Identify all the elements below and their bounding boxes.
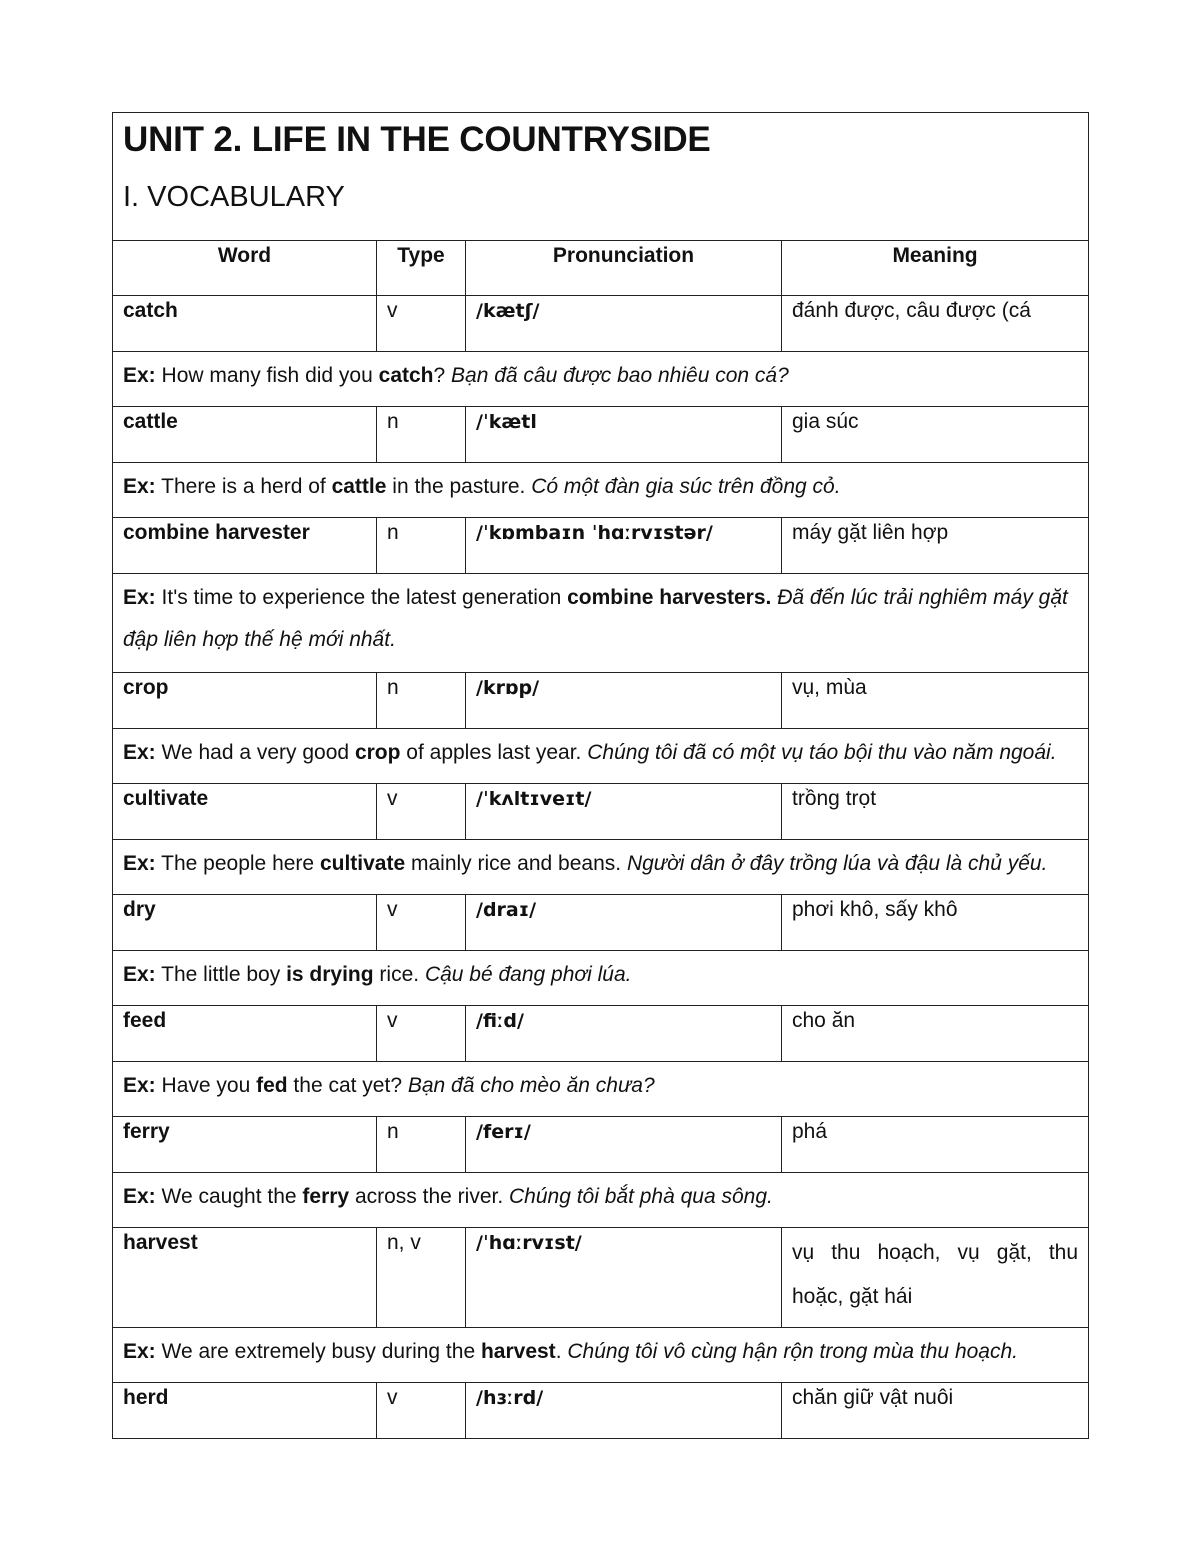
pronunciation-cell: /ˈkʌltɪveɪt/ <box>466 784 782 840</box>
example-cell <box>113 729 1089 784</box>
table-row <box>113 784 1089 840</box>
example-text: There is a herd of <box>161 475 332 498</box>
meaning-cell: cho ăn <box>782 1006 1089 1062</box>
type-cell: n <box>377 673 466 729</box>
table-row <box>113 518 1089 574</box>
example-keyword: cattle <box>331 475 387 498</box>
pronunciation-cell: /hɜːrd/ <box>466 1383 782 1439</box>
example-text: Have you <box>161 1074 257 1097</box>
example-translation: Chúng tôi đã có một vụ táo bội thu vào năm ngoái. <box>587 741 1057 764</box>
example-label: Ex: <box>123 475 156 498</box>
table-row <box>113 1228 1089 1328</box>
pronunciation-cell: /krɒp/ <box>466 673 782 729</box>
example-row <box>113 1173 1089 1228</box>
example-row <box>113 729 1089 784</box>
example-cell <box>113 1328 1089 1383</box>
meaning-cell: gia súc <box>782 407 1089 463</box>
pronunciation-cell: /kætʃ/ <box>466 296 782 352</box>
example-cell <box>113 951 1089 1006</box>
example-row <box>113 352 1089 407</box>
meaning-cell: vụ, mùa <box>782 673 1089 729</box>
example-label: Ex: <box>123 1340 156 1363</box>
example-text: The people here <box>161 852 320 875</box>
example-label: Ex: <box>123 852 156 875</box>
example-text-end: ? <box>433 364 452 387</box>
example-text-end: in the pasture. <box>386 475 532 498</box>
example-translation: Cậu bé đang phơi lúa. <box>424 963 632 986</box>
example-translation: Người dân ở đây trồng lúa và đậu là chủ yếu. <box>626 852 1048 875</box>
title-row <box>113 113 1089 241</box>
example-row <box>113 951 1089 1006</box>
header-pronunciation: Pronunciation <box>466 241 782 296</box>
section-title: I. VOCABULARY <box>123 181 345 213</box>
example-cell <box>113 574 1089 673</box>
type-cell: n, v <box>377 1228 466 1328</box>
pronunciation-cell: /fiːd/ <box>466 1006 782 1062</box>
example-cell <box>113 1062 1089 1117</box>
pronunciation-cell: /ˈhɑːrvɪst/ <box>466 1228 782 1328</box>
meaning-cell: phơi khô, sấy khô <box>782 895 1089 951</box>
example-translation: Chúng tôi vô cùng hận rộn trong mùa thu hoạch. <box>567 1340 1018 1363</box>
example-cell <box>113 463 1089 518</box>
example-translation: Có một đàn gia súc trên đồng cỏ. <box>531 475 841 498</box>
table-row <box>113 1117 1089 1173</box>
example-text-end: rice. <box>373 963 425 986</box>
table-row <box>113 1383 1089 1439</box>
meaning-cell: phá <box>782 1117 1089 1173</box>
example-text-end: mainly rice and beans. <box>405 852 627 875</box>
example-text-end: the cat yet? <box>287 1074 408 1097</box>
type-cell: v <box>377 895 466 951</box>
table-row <box>113 1006 1089 1062</box>
example-translation: Bạn đã câu được bao nhiêu con cá? <box>451 364 789 387</box>
example-row <box>113 574 1089 673</box>
table-row <box>113 407 1089 463</box>
example-text-end: across the river. <box>349 1185 509 1208</box>
meaning-cell: trồng trọt <box>782 784 1089 840</box>
type-cell: v <box>377 1006 466 1062</box>
example-text-end: . <box>555 1340 568 1363</box>
example-row <box>113 463 1089 518</box>
word-cell: dry <box>113 895 377 951</box>
word-cell: feed <box>113 1006 377 1062</box>
example-text: We had a very good <box>161 741 355 764</box>
example-label: Ex: <box>123 586 156 609</box>
example-label: Ex: <box>123 364 156 387</box>
example-label: Ex: <box>123 963 156 986</box>
word-cell: ferry <box>113 1117 377 1173</box>
example-translation: Đã đến lúc trải nghiêm máy gặt đập liên hợp thế hệ mới nhất. <box>123 586 1068 651</box>
example-keyword: catch <box>378 364 434 387</box>
type-cell: n <box>377 1117 466 1173</box>
example-keyword: is drying <box>286 963 374 986</box>
meaning-cell <box>782 1228 1089 1328</box>
meaning-cell: chăn giữ vật nuôi <box>782 1383 1089 1439</box>
type-cell: n <box>377 518 466 574</box>
example-keyword: cultivate <box>319 852 406 875</box>
pronunciation-cell: /ˈkætl <box>466 407 782 463</box>
type-cell: v <box>377 1383 466 1439</box>
example-text: We are extremely busy during the <box>161 1340 481 1363</box>
meaning-cell: đánh được, câu được (cá <box>782 296 1089 352</box>
pronunciation-cell: /ferɪ/ <box>466 1117 782 1173</box>
header-meaning: Meaning <box>782 241 1089 296</box>
word-cell: herd <box>113 1383 377 1439</box>
table-row <box>113 673 1089 729</box>
word-cell: combine harvester <box>113 518 377 574</box>
header-row <box>113 241 1089 296</box>
example-translation: Bạn đã cho mèo ăn chưa? <box>407 1074 655 1097</box>
example-keyword: crop <box>354 741 401 764</box>
example-keyword: harvest <box>480 1340 556 1363</box>
example-row <box>113 1062 1089 1117</box>
example-keyword: ferry <box>302 1185 350 1208</box>
type-cell: n <box>377 407 466 463</box>
table-row <box>113 296 1089 352</box>
pronunciation-cell: /ˈkɒmbaɪn ˈhɑːrvɪstər/ <box>466 518 782 574</box>
example-row <box>113 840 1089 895</box>
meaning-cell: máy gặt liên hợp <box>782 518 1089 574</box>
type-cell: v <box>377 296 466 352</box>
example-label: Ex: <box>123 741 156 764</box>
table-row <box>113 895 1089 951</box>
document-page <box>112 112 1088 1439</box>
example-label: Ex: <box>123 1185 156 1208</box>
example-translation: Chúng tôi bắt phà qua sông. <box>509 1185 773 1208</box>
example-keyword: fed <box>256 1074 288 1097</box>
title-cell <box>113 113 1089 241</box>
vocabulary-table <box>112 112 1089 1439</box>
example-cell <box>113 840 1089 895</box>
word-cell: crop <box>113 673 377 729</box>
example-text-end: of apples last year. <box>400 741 588 764</box>
example-label: Ex: <box>123 1074 156 1097</box>
word-cell: harvest <box>113 1228 377 1328</box>
example-cell <box>113 1173 1089 1228</box>
unit-title: UNIT 2. LIFE IN THE COUNTRYSIDE <box>123 120 711 159</box>
word-cell: cattle <box>113 407 377 463</box>
example-cell <box>113 352 1089 407</box>
pronunciation-cell: /draɪ/ <box>466 895 782 951</box>
example-keyword: combine harvesters. <box>567 586 772 609</box>
example-text: The little boy <box>161 963 287 986</box>
example-row <box>113 1328 1089 1383</box>
word-cell: catch <box>113 296 377 352</box>
example-text: It's time to experience the latest generation <box>161 586 568 609</box>
header-word: Word <box>113 241 377 296</box>
example-text: How many fish did you <box>161 364 379 387</box>
meaning-line-1: vụ thu hoạch, vụ gặt, thu <box>792 1241 1079 1264</box>
example-text: We caught the <box>161 1185 303 1208</box>
meaning-line-2: hoặc, gặt hái <box>792 1285 913 1308</box>
word-cell: cultivate <box>113 784 377 840</box>
type-cell: v <box>377 784 466 840</box>
header-type: Type <box>377 241 466 296</box>
